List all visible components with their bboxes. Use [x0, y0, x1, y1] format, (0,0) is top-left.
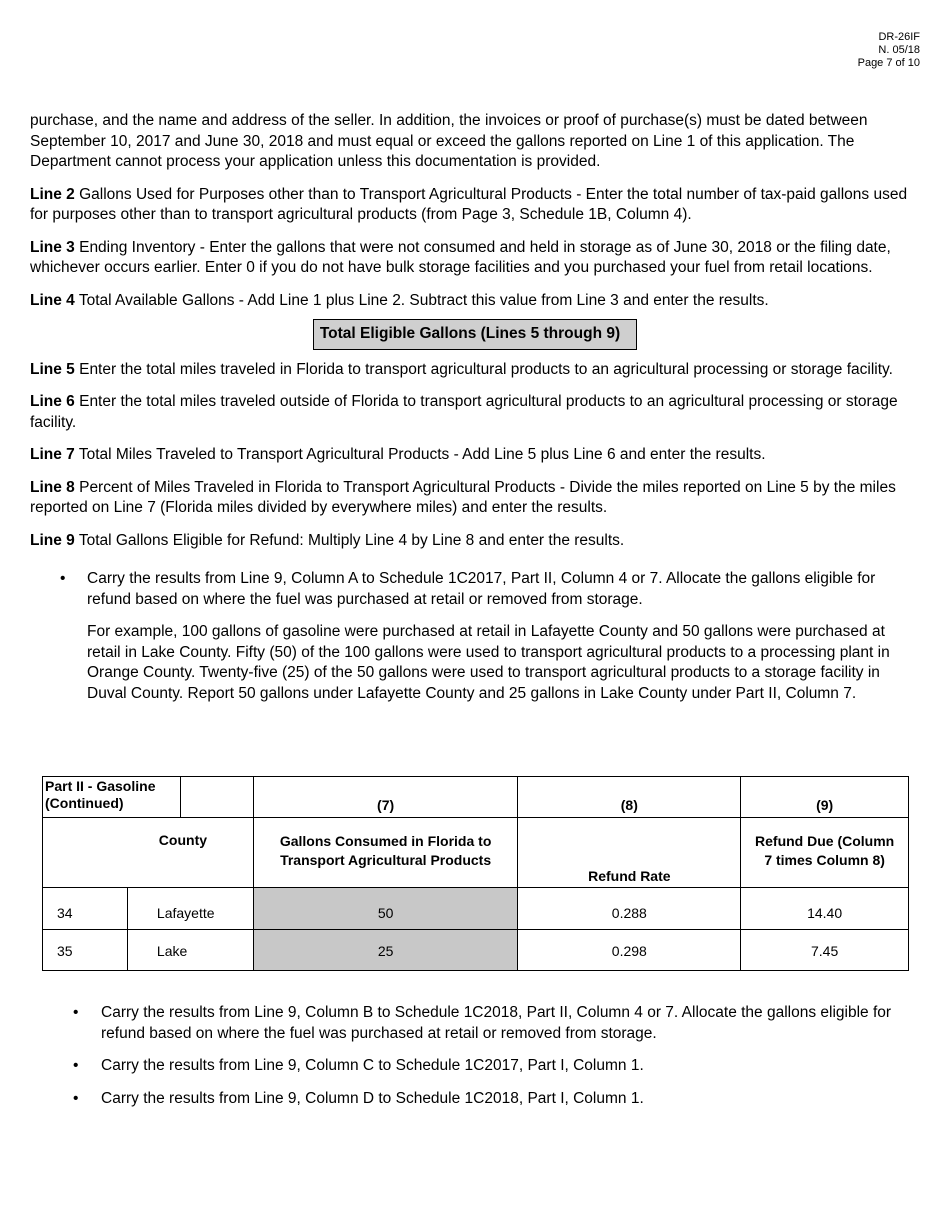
- gallons-cell: 25: [253, 930, 518, 971]
- bullet-icon: •: [73, 1004, 79, 1021]
- col-7-header: Gallons Consumed in Florida to Transport Agricultural Products: [253, 818, 518, 888]
- line-label: Line 4: [30, 291, 75, 309]
- line-label: Line 5: [30, 360, 75, 378]
- col-8-header: [518, 818, 741, 888]
- county-name: Lafayette: [127, 888, 253, 930]
- part-ii-gasoline-table: [42, 776, 909, 971]
- bullet-icon: •: [73, 1089, 79, 1107]
- line-label: Line 7: [30, 446, 75, 463]
- part-title-cell: [43, 777, 181, 818]
- line-text: Total Gallons Eligible for Refund: Multiply Line 4 by Line 8 and enter the results.: [74, 531, 625, 549]
- bullet-icon: •: [60, 570, 66, 587]
- refund-rate-cell: 0.288: [518, 888, 741, 930]
- table-row: [43, 930, 909, 971]
- line-label: Line 9: [30, 531, 75, 549]
- list-item-text: Carry the results from Line 9, Column D to Schedule 1C2018, Part I, Column 1.: [101, 1089, 644, 1107]
- list-item: [30, 1003, 920, 1044]
- col-9-number: (9): [741, 777, 909, 818]
- section-heading-wrap: [30, 319, 920, 350]
- line-5-instruction: [30, 360, 920, 381]
- line-text: Enter the total miles traveled in Florida to transport agricultural products to an agricultural processing or storage facility.: [74, 360, 893, 378]
- form-header: [858, 31, 920, 70]
- line-text: Total Available Gallons - Add Line 1 plus Line 2. Subtract this value from Line 3 and enter the results.: [74, 291, 769, 309]
- list-item-text: Carry the results from Line 9, Column C to Schedule 1C2017, Part I, Column 1.: [101, 1057, 644, 1074]
- line-7-instruction: [30, 445, 920, 466]
- section-heading: Total Eligible Gallons (Lines 5 through 9): [313, 319, 637, 350]
- line-text: Total Miles Traveled to Transport Agricultural Products - Add Line 5 plus Line 6 and enter the results.: [74, 446, 766, 463]
- county-header-label: County: [158, 832, 208, 848]
- refund-due-cell: 14.40: [741, 888, 909, 930]
- line-label: Line 6: [30, 393, 75, 410]
- line-label: Line 8: [30, 478, 75, 496]
- form-revision: N. 05/18: [878, 44, 920, 56]
- list-item: [30, 1089, 920, 1110]
- line-9-instruction: [30, 531, 920, 552]
- gallons-cell: 50: [253, 888, 518, 930]
- col-8-header-label: Refund Rate: [588, 868, 671, 884]
- line-text: Enter the total miles traveled outside of Florida to transport agricultural products to an agricultural processing or storage facility.: [30, 393, 898, 431]
- line-text: Gallons Used for Purposes other than to Transport Agricultural Products - Enter the total number of tax-paid gallons used for purposes other than to transport agricultural products (from Page 3, Schedule 1B, Column 4).: [30, 185, 908, 223]
- line-4-instruction: [30, 291, 920, 312]
- col-7-number: (7): [253, 777, 518, 818]
- blank-cell: [180, 777, 253, 818]
- example-paragraph: For example, 100 gallons of gasoline were purchased at retail in Lafayette County and 50 gallons were purchased at retail in Lake County. Fifty (50) of the 100 gallons were used to transport agricultural products to a processing plant in Orange County. Twenty-five (25) of the 50 gallons were used to transport agricultural products to a storage facility in Duval County. Report 50 gallons under Lafayette County and 25 gallons in Lake County under Part II, Column 7.: [87, 623, 890, 702]
- line-label: Line 2: [30, 185, 75, 203]
- line-6-instruction: [30, 392, 920, 433]
- line-text: Ending Inventory - Enter the gallons that were not consumed and held in storage as of June 30, 2018 or the filing date, whichever occurs earlier. Enter 0 if you do not have bulk storage facilities and you purchased your fuel from retail locations.: [30, 238, 891, 276]
- bottom-bullets: [30, 1003, 920, 1121]
- county-name: Lake: [127, 930, 253, 971]
- list-item: [30, 1056, 920, 1077]
- line-number: 34: [43, 888, 128, 930]
- instructions-body: [30, 111, 920, 716]
- col-9-header: Refund Due (Column 7 times Column 8): [741, 818, 909, 888]
- page-number: Page 7 of 10: [857, 57, 920, 69]
- refund-due-cell: 7.45: [741, 930, 909, 971]
- bullet-icon: •: [73, 1057, 79, 1074]
- line-2-instruction: [30, 185, 920, 226]
- table-row: [43, 888, 909, 930]
- list-item-text: Carry the results from Line 9, Column A to Schedule 1C2017, Part II, Column 4 or 7. Allocate the gallons eligible for refund based on where the fuel was purchased at retail or removed from storage.: [87, 570, 876, 608]
- line-number: 35: [43, 930, 128, 971]
- col-8-number: (8): [518, 777, 741, 818]
- continued-paragraph: purchase, and the name and address of the seller. In addition, the invoices or proof of purchase(s) must be dated between September 10, 2017 and June 30, 2018 and must equal or exceed the gallons reported on Line 1 of this application. The Department cannot process your application unless this documentation is provided.: [30, 112, 868, 170]
- line-text: Percent of Miles Traveled in Florida to Transport Agricultural Products - Divide the miles reported on Line 5 by the miles reported on Line 7 (Florida miles divided by everywhere miles) and enter the results.: [30, 478, 896, 516]
- form-id: DR-26IF: [878, 31, 920, 43]
- refund-rate-cell: 0.298: [518, 930, 741, 971]
- county-header: [43, 818, 254, 888]
- line-8-instruction: [30, 478, 920, 519]
- line-3-instruction: [30, 238, 920, 279]
- part-title: Part II - Gasoline (Continued): [45, 778, 156, 811]
- list-item: [30, 569, 920, 610]
- line-label: Line 3: [30, 238, 75, 256]
- list-item-text: Carry the results from Line 9, Column B to Schedule 1C2018, Part II, Column 4 or 7. Allocate the gallons eligible for refund based on where the fuel was purchased at retail or removed from storage.: [101, 1004, 892, 1042]
